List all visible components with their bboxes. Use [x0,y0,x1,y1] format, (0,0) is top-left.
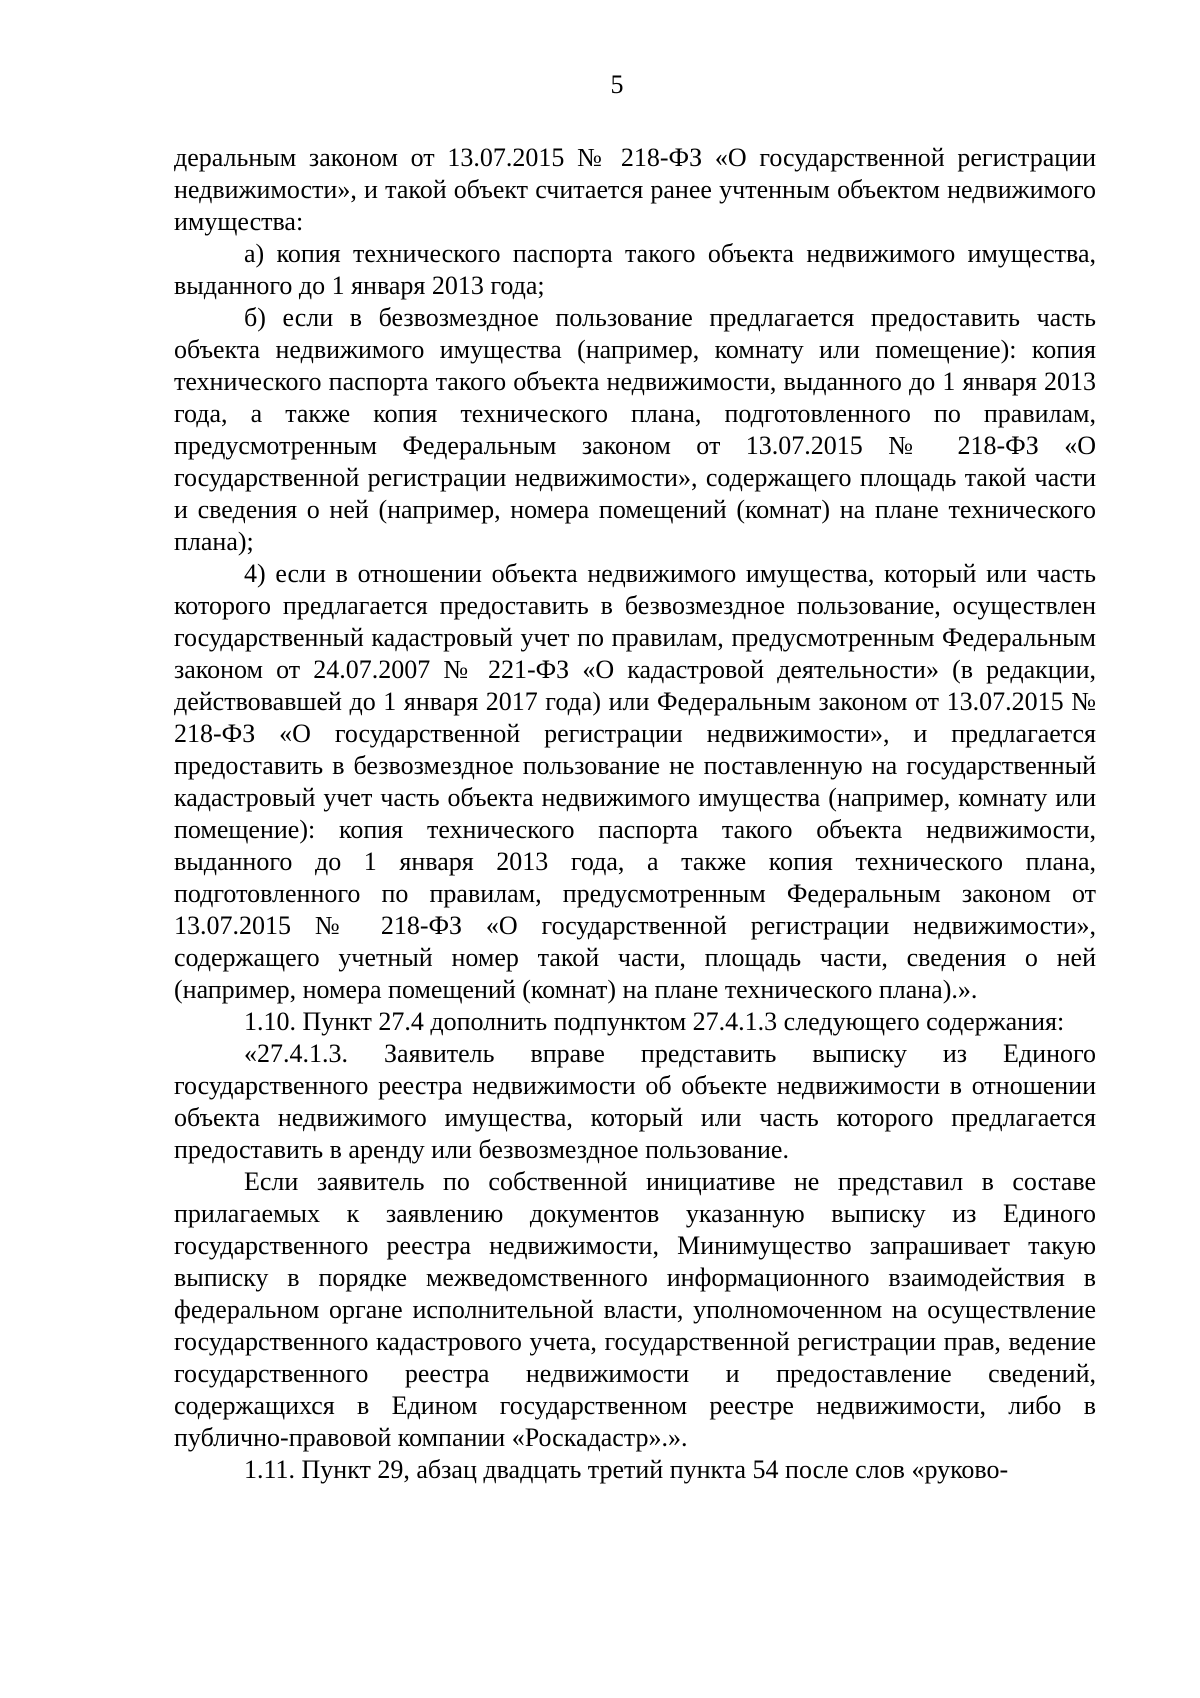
paragraph-27-4-1-3: «27.4.1.3. Заявитель вправе представить выписку из Единого государственного реестра недвижимости об объекте недвижимости в отношении объекта недвижимого имущества, который или часть которого предлагается предоставить в аренду или безвозмездное пользование. [174,1039,1096,1164]
paragraph-item-a: а) копия технического паспорта такого объекта недвижимого имущества, выданного до 1 января 2013 года; [174,239,1096,300]
page-number: 5 [610,70,624,99]
paragraph-1-11: 1.11. Пункт 29, абзац двадцать третий пункта 54 после слов «руково- [244,1455,1009,1484]
paragraph-continuation: деральным законом от 13.07.2015 № 218-ФЗ «О государственной регистрации недвижимости», и такой объект считается ранее учтенным объектом недвижимого имущества: [174,143,1096,236]
paragraph-item-4: 4) если в отношении объекта недвижимого имущества, который или часть которого предлагается предоставить в безвозмездное пользование, осуществлен государственный кадастровый учет по правилам, предусмотренным Федеральным законом от 24.07.2007 № 221-ФЗ «О кадастровой деятельности» (в редакции, действовавшей до 1 января 2017 года) или Федеральным законом от 13.07.2015 № 218-ФЗ «О государственной регистрации недвижимости», и предлагается предоставить в безвозмездное пользование не поставленную на государственный кадастровый учет часть объекта недвижимого имущества (например, комнату или помещение): копия технического паспорта такого объекта недвижимости, выданного до 1 января 2013 года, а также копия технического плана, подготовленного по правилам, предусмотренным Федеральным законом от 13.07.2015 № 218-ФЗ «О государственной регистрации недвижимости», содержащего учетный номер такой части, площадь части, сведения о ней (например, номера помещений (комнат) на плане технического плана).». [174,559,1096,1004]
paragraph-item-b: б) если в безвозмездное пользование предлагается предоставить часть объекта недвижимого имущества (например, комнату или помещение): копия технического паспорта такого объекта недвижимости, выданного до 1 января 2013 года, а также копия технического плана, подготовленного по правилам, предусмотренным Федеральным законом от 13.07.2015 № 218-ФЗ «О государственной регистрации недвижимости», содержащего площадь такой части и сведения о ней (например, номера помещений (комнат) на плане технического плана); [174,303,1096,556]
paragraph-1-10: 1.10. Пункт 27.4 дополнить подпунктом 27.4.1.3 следующего содержания: [244,1007,1065,1036]
paragraph-applicant-request: Если заявитель по собственной инициативе не представил в составе прилагаемых к заявлению документов указанную выписку из Единого государственного реестра недвижимости, Минимущество запрашивает такую выписку в порядке межведомственного информационного взаимодействия в федеральном органе исполнительной власти, уполномоченном на осуществление государственного кадастрового учета, государственной регистрации прав, ведение государственного реестра недвижимости и предоставление сведений, содержащихся в Едином государственном реестре недвижимости, либо в публично-правовой компании «Роскадастр».». [174,1167,1096,1452]
document-body [174,142,1096,1486]
